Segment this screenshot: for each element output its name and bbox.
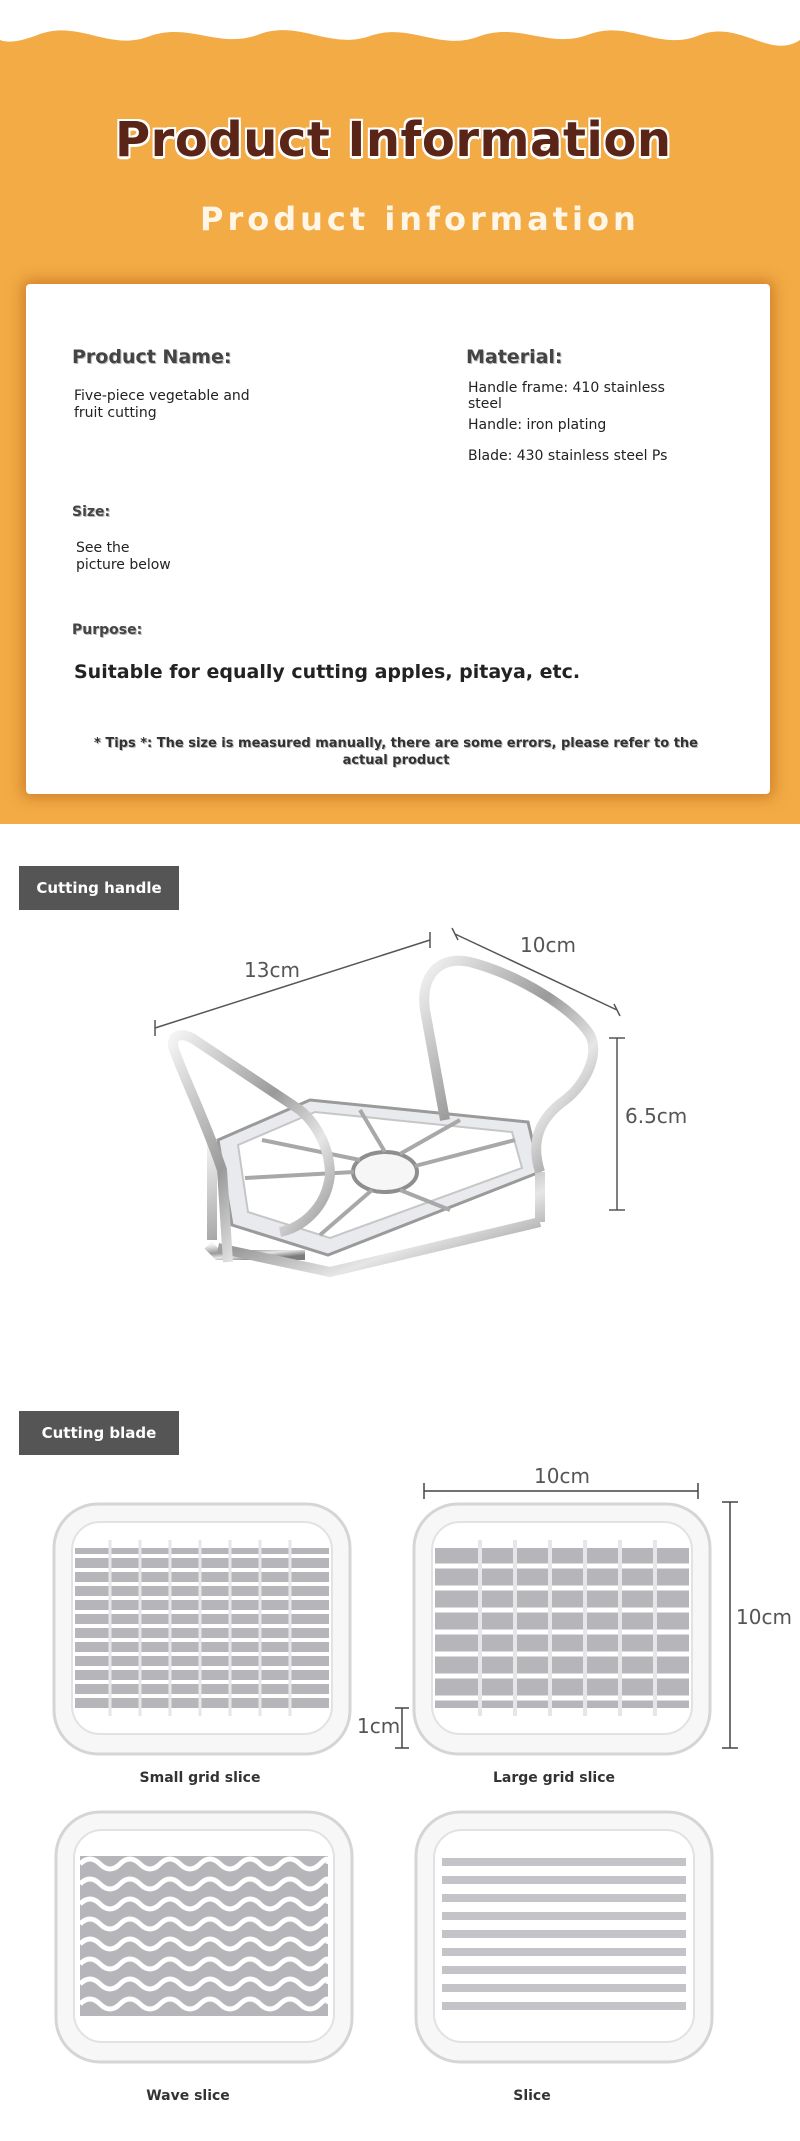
- small-grid-caption: Small grid slice: [139, 1770, 261, 1786]
- page-subtitle: Product information: [200, 200, 640, 238]
- dim-width: 10cm: [520, 933, 576, 957]
- product-name-value-line2: fruit cutting: [74, 405, 157, 421]
- purpose-value: Suitable for equally cutting apples, pitaya, etc.: [74, 661, 581, 683]
- cutting-blade-tab: Cutting blade: [19, 1411, 179, 1455]
- size-value-line1: See the: [76, 540, 130, 556]
- size-value-line2: picture below: [76, 557, 171, 573]
- material-item: steel: [468, 396, 502, 412]
- material-item: Blade: 430 stainless steel Ps: [468, 448, 668, 464]
- wave-blade: [52, 1808, 357, 2068]
- material-label: Material:: [466, 346, 563, 368]
- page-title: Product Information: [115, 112, 672, 168]
- blade-dim-grid: 1cm: [357, 1714, 401, 1738]
- product-name-value-line1: Five-piece vegetable and: [74, 388, 250, 404]
- small-grid-blade: [50, 1500, 355, 1760]
- blade-dim-width: 10cm: [534, 1464, 590, 1488]
- slice-blade: [412, 1808, 717, 2068]
- slice-caption: Slice: [513, 2088, 551, 2104]
- tip-line2: actual product: [342, 753, 450, 768]
- product-name-label: Product Name:: [72, 346, 232, 368]
- material-item: Handle: iron plating: [468, 417, 607, 433]
- dim-height: 6.5cm: [625, 1104, 688, 1128]
- large-grid-blade: [410, 1500, 715, 1760]
- material-item: Handle frame: 410 stainless: [468, 380, 665, 396]
- size-label: Size:: [72, 504, 111, 520]
- purpose-label: Purpose:: [72, 622, 143, 638]
- wave-caption: Wave slice: [146, 2088, 230, 2104]
- large-grid-caption: Large grid slice: [492, 1770, 615, 1786]
- blade-dim-height: 10cm: [736, 1605, 792, 1629]
- dim-length: 13cm: [244, 958, 300, 982]
- cutting-handle-tab: Cutting handle: [19, 866, 179, 910]
- tip-line1: * Tips *: The size is measured manually, there are some errors, please refer to the: [94, 736, 698, 751]
